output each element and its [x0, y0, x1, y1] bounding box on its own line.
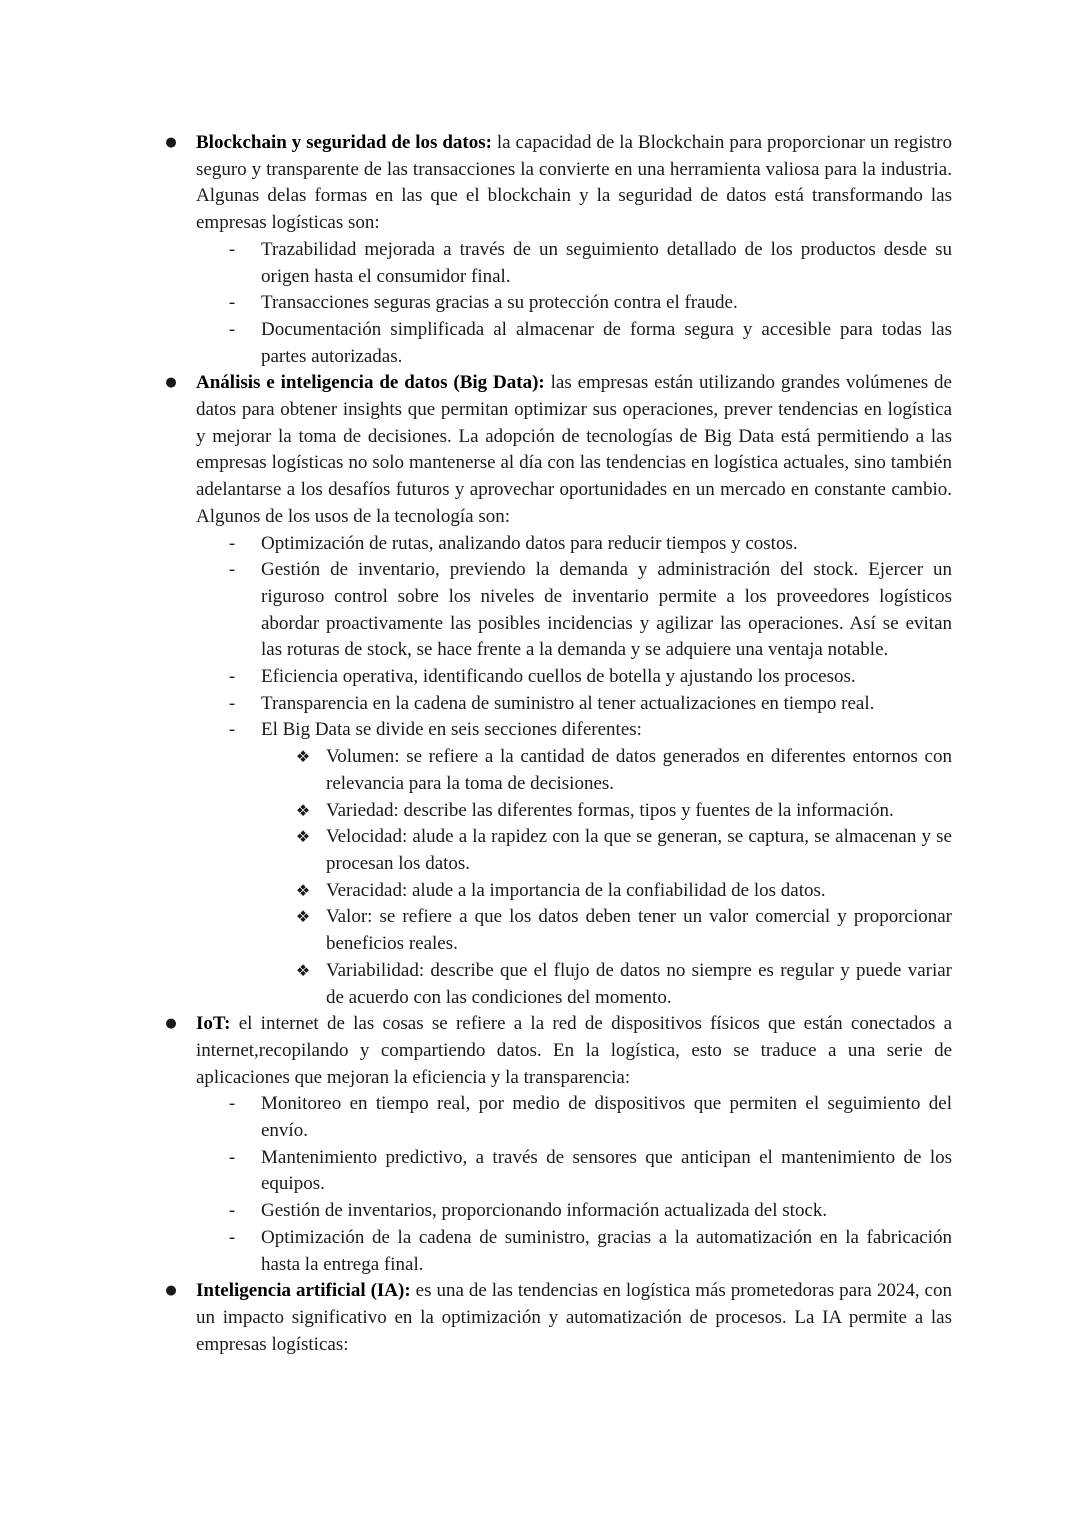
list-item-text: Optimización de rutas, analizando datos para reducir tiempos y costos.: [261, 532, 798, 554]
bullet-item-iot: [165, 1011, 952, 1091]
dash-icon: -: [228, 292, 236, 314]
diamond-icon: ❖: [295, 747, 311, 767]
bullet-item-blockchain: [165, 130, 952, 237]
nested-list-item: [295, 878, 952, 905]
section-title: IoT:: [196, 1013, 231, 1035]
dash-icon: -: [228, 532, 236, 554]
dash-icon: -: [228, 1146, 236, 1168]
section-title: Blockchain y seguridad de los datos:: [196, 132, 492, 153]
nested-list-item-text: Volumen: se refiere a la cantidad de datos generados en diferentes entornos con relevancia para la toma de decisiones.: [326, 746, 952, 794]
list-item: [228, 557, 952, 664]
bullet-icon: ●: [165, 375, 177, 391]
list-item: [228, 237, 952, 290]
bullet-icon: ●: [165, 1283, 177, 1299]
list-item: [228, 1145, 952, 1198]
list-item: [228, 664, 952, 691]
list-item: [228, 531, 952, 558]
list-item-text: Transparencia en la cadena de suministro al tener actualizaciones en tiempo real.: [261, 692, 875, 714]
diamond-icon: ❖: [295, 907, 311, 927]
list-item-text: Optimización de la cadena de suministro, gracias a la automatización en la fabricación hasta la entrega final.: [261, 1226, 952, 1275]
nested-list-item-text: Valor: se refiere a que los datos deben tener un valor comercial y proporcionar beneficios reales.: [326, 906, 952, 955]
list-item: [228, 1091, 952, 1144]
nested-list-item: [295, 798, 952, 825]
diamond-icon: ❖: [295, 960, 311, 980]
dash-icon: -: [228, 1093, 236, 1115]
dash-icon: -: [228, 238, 236, 260]
dash-icon: -: [228, 559, 236, 581]
bullet-item-ia: [165, 1278, 952, 1358]
nested-list-item: [295, 744, 952, 797]
section-text: las empresas están utilizando grandes volúmenes de datos para obtener insights que permitan optimizar sus operaciones, prever tendencias en logística y mejorar la toma de decisiones. La adopción de tecnologías de Big Data está permitiendo a las empresas logísticas no solo mantenerse al día con las tendencias en logística actuales, sino también adelantarse a los desafíos futuros y aprovechar oportunidades en un mercado en constante cambio. Algunos de los usos de la tecnología son:: [196, 372, 952, 527]
dash-icon: -: [228, 1200, 236, 1222]
document-body: [165, 130, 952, 1358]
nested-list-item-text: Variedad: describe las diferentes formas, tipos y fuentes de la información.: [326, 799, 894, 821]
nested-list-item-text: Veracidad: alude a la importancia de la confiabilidad de los datos.: [326, 879, 826, 901]
nested-list-item: [295, 904, 952, 957]
list-item-text: El Big Data se divide en seis secciones diferentes:: [261, 719, 642, 741]
section-title: Análisis e inteligencia de datos (Big Data):: [196, 372, 545, 394]
list-item: [228, 290, 952, 317]
bullet-icon: ●: [165, 135, 177, 150]
diamond-icon: ❖: [295, 800, 311, 820]
nested-list-item-text: Velocidad: alude a la rapidez con la que se generan, se captura, se almacenan y se procesan los datos.: [326, 826, 952, 874]
bullet-item-big-data: [165, 370, 952, 530]
list-item: [228, 717, 952, 744]
nested-list-item: [295, 958, 952, 1011]
list-item-text: Monitoreo en tiempo real, por medio de dispositivos que permiten el seguimiento del envío.: [261, 1093, 952, 1142]
nested-list-item: [295, 824, 952, 877]
list-item-text: Gestión de inventario, previendo la demanda y administración del stock. Ejercer un riguroso control sobre los niveles de inventario permite a los proveedores logísticos abordar proactivamente las posibles incidencias y agilizar las operaciones. Así se evitan las roturas de stock, se hace frente a la demanda y se adquiere una ventaja notable.: [261, 559, 952, 661]
diamond-icon: ❖: [295, 880, 311, 900]
section-text: el internet de las cosas se refiere a la red de dispositivos físicos que están conectados a internet,recopilando y compartiendo datos. En la logística, esto se traduce a una serie de aplicaciones que mejoran la eficiencia y la transparencia:: [196, 1013, 952, 1088]
dash-icon: -: [228, 666, 236, 688]
bullet-icon: ●: [165, 1016, 177, 1032]
dash-icon: -: [228, 692, 236, 714]
list-item-text: Transacciones seguras gracias a su protección contra el fraude.: [261, 292, 738, 314]
list-item: [228, 317, 952, 370]
list-item-text: Trazabilidad mejorada a través de un seguimiento detallado de los productos desde su origen hasta el consumidor final.: [261, 238, 952, 287]
dash-icon: -: [228, 1226, 236, 1248]
list-item-text: Mantenimiento predictivo, a través de sensores que anticipan el mantenimiento de los equipos.: [261, 1146, 952, 1195]
diamond-icon: ❖: [295, 827, 311, 847]
dash-icon: -: [228, 719, 236, 741]
list-item: [228, 1198, 952, 1225]
list-item: [228, 1225, 952, 1278]
section-text: es una de las tendencias en logística más prometedoras para 2024, con un impacto significativo en la optimización y automatización de procesos. La IA permite a las empresas logísticas:: [196, 1280, 952, 1355]
dash-icon: -: [228, 318, 236, 340]
list-item-text: Gestión de inventarios, proporcionando información actualizada del stock.: [261, 1200, 828, 1222]
nested-list-item-text: Variabilidad: describe que el flujo de datos no siempre es regular y puede variar de acuerdo con las condiciones del momento.: [326, 959, 952, 1008]
list-item-text: Eficiencia operativa, identificando cuellos de botella y ajustando los procesos.: [261, 666, 856, 688]
list-item: [228, 691, 952, 718]
section-title: Inteligencia artificial (IA):: [196, 1280, 411, 1302]
section-text: la capacidad de la Blockchain para proporcionar un registro seguro y transparente de las transacciones la convierte en una herramienta valiosa para la industria. Algunas delas formas en las que el blockchain y la seguridad de datos está transformando las empresas logísticas son:: [196, 132, 952, 234]
list-item-text: Documentación simplificada al almacenar de forma segura y accesible para todas las partes autorizadas.: [261, 318, 952, 367]
